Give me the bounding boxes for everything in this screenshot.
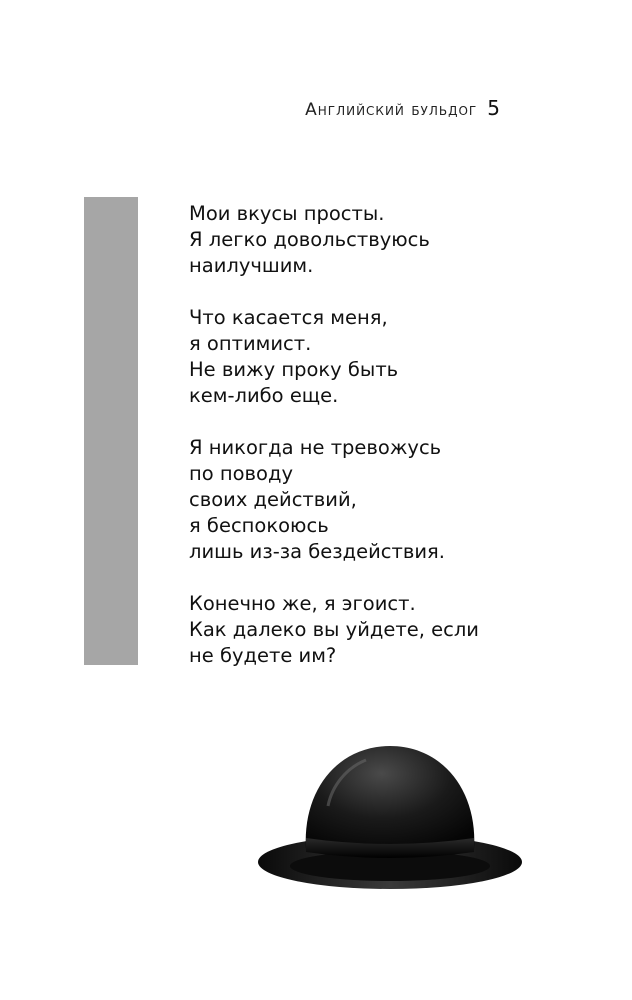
page-number: 5 [487,96,500,120]
poem-line: наилучшим. [189,254,314,277]
poem-line: Я легко довольствуюсь [189,228,430,251]
poem-line: Конечно же, я эгоист. [189,592,416,615]
poem-line: лишь из-за бездействия. [189,540,445,563]
poem [189,201,609,695]
running-head-title: Английский бульдог [305,100,478,120]
poem-line: Как далеко вы уйдете, если [189,618,479,641]
poem-line: по поводу [189,462,294,485]
poem-stanza [189,435,609,565]
poem-line: Что касается меня, [189,306,388,329]
bowler-hat-icon [256,738,526,890]
poem-line: Я никогда не тревожусь [189,436,442,459]
poem-stanza [189,591,609,669]
poem-line: не будете им? [189,644,337,667]
poem-line: я беспокоюсь [189,514,329,537]
poem-stanza [189,201,609,279]
poem-line: Мои вкусы просты. [189,202,385,225]
running-head [305,96,500,120]
poem-line: я оптимист. [189,332,312,355]
hat-crown [306,746,475,856]
poem-line: кем-либо еще. [189,384,339,407]
poem-line: Не вижу проку быть [189,358,399,381]
poem-stanza [189,305,609,409]
decorative-side-bar [84,197,138,665]
poem-line: своих действий, [189,488,357,511]
